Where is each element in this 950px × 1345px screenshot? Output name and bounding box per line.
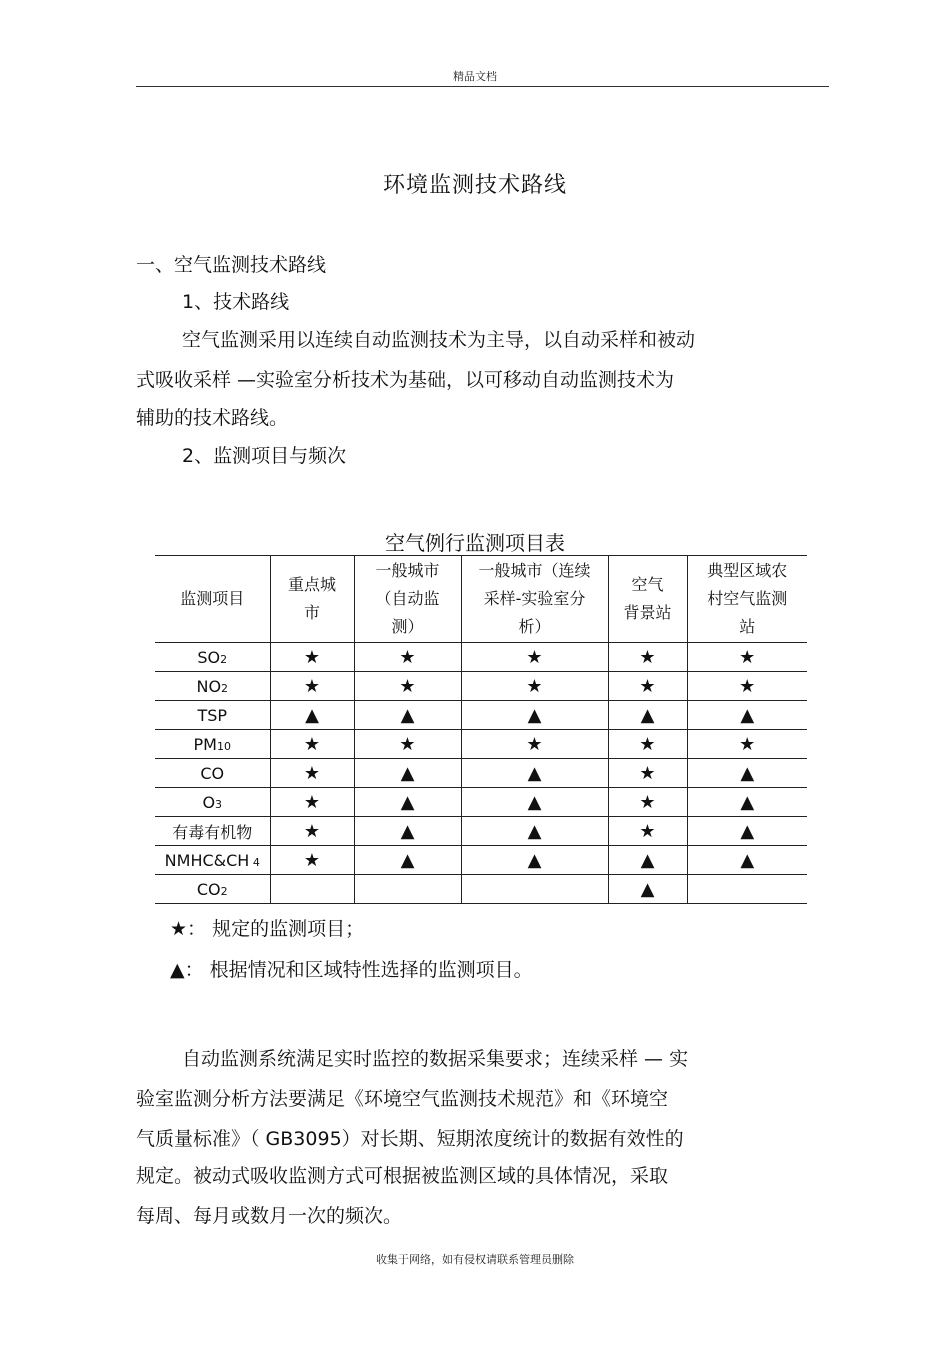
required-star-icon: ★ bbox=[354, 672, 461, 701]
item-name-cell bbox=[155, 817, 270, 846]
section-heading: 一、空气监测技术路线 bbox=[136, 254, 327, 276]
table-row bbox=[155, 759, 807, 788]
empty-cell bbox=[687, 875, 807, 904]
table-row bbox=[155, 817, 807, 846]
item-name-cell bbox=[155, 643, 270, 672]
item-subscript: 3 bbox=[215, 797, 223, 811]
table-row bbox=[155, 730, 807, 759]
required-star-icon: ★ bbox=[608, 672, 687, 701]
optional-triangle-icon: ▲ bbox=[608, 875, 687, 904]
table-row bbox=[155, 643, 807, 672]
item-name: SO bbox=[197, 647, 221, 667]
required-star-icon: ★ bbox=[461, 730, 608, 759]
optional-triangle-icon: ▲ bbox=[461, 701, 608, 730]
column-header: 空气 背景站 bbox=[608, 556, 687, 643]
item-name-cell bbox=[155, 875, 270, 904]
item-name-cell bbox=[155, 672, 270, 701]
page-header: 精品文档 bbox=[453, 70, 497, 83]
item-name: O bbox=[202, 792, 216, 812]
required-star-icon: ★ bbox=[608, 759, 687, 788]
optional-triangle-icon: ▲ bbox=[354, 759, 461, 788]
required-star-icon: ★ bbox=[687, 672, 807, 701]
optional-triangle-icon: ▲ bbox=[461, 788, 608, 817]
optional-triangle-icon: ▲ bbox=[354, 817, 461, 846]
optional-triangle-icon: ▲ bbox=[270, 701, 354, 730]
table-caption: 空气例行监测项目表 bbox=[385, 531, 565, 555]
required-star-icon: ★ bbox=[354, 643, 461, 672]
page-footer: 收集于网络，如有侵权请联系管理员删除 bbox=[376, 1253, 574, 1266]
column-header: 一般城市 （自动监 测） bbox=[354, 556, 461, 643]
document-title: 环境监测技术路线 bbox=[382, 173, 567, 198]
subheading-technical-route: 1、技术路线 bbox=[182, 291, 290, 313]
item-name: NMHC&CH bbox=[164, 850, 250, 870]
optional-triangle-icon: ▲ bbox=[608, 846, 687, 875]
table-body bbox=[155, 643, 807, 904]
item-name-cell bbox=[155, 759, 270, 788]
paragraph-line: 验室监测分析方法要满足《环境空气监测技术规范》和《环境空 bbox=[136, 1088, 669, 1110]
optional-triangle-icon: ▲ bbox=[687, 817, 807, 846]
item-subscript: 10 bbox=[216, 739, 231, 753]
optional-triangle-icon: ▲ bbox=[687, 788, 807, 817]
item-name: 有毒有机物 bbox=[172, 822, 253, 842]
table-row bbox=[155, 701, 807, 730]
optional-triangle-icon: ▲ bbox=[687, 701, 807, 730]
paragraph-line: 规定。被动式吸收监测方式可根据被监测区域的具体情况，采取 bbox=[136, 1165, 669, 1187]
paragraph-line: 自动监测系统满足实时监控的数据采集要求；连续采样 — 实 bbox=[182, 1048, 689, 1070]
item-name-cell bbox=[155, 846, 270, 875]
optional-triangle-icon: ▲ bbox=[461, 759, 608, 788]
optional-triangle-icon: ▲ bbox=[354, 846, 461, 875]
item-name: TSP bbox=[197, 705, 228, 725]
required-star-icon: ★ bbox=[270, 730, 354, 759]
table-row bbox=[155, 788, 807, 817]
optional-triangle-icon: ▲ bbox=[354, 788, 461, 817]
item-name-cell bbox=[155, 788, 270, 817]
required-star-icon: ★ bbox=[461, 643, 608, 672]
monitoring-items-table bbox=[155, 555, 807, 904]
required-star-icon: ★ bbox=[687, 730, 807, 759]
header-rule bbox=[136, 86, 829, 87]
optional-triangle-icon: ▲ bbox=[687, 759, 807, 788]
column-header: 一般城市（连续 采样-实验室分 析） bbox=[461, 556, 608, 643]
paragraph-line: 气质量标准》（ GB3095）对长期、短期浓度统计的数据有效性的 bbox=[136, 1128, 684, 1150]
item-name-cell bbox=[155, 730, 270, 759]
subheading-items-frequency: 2、监测项目与频次 bbox=[182, 445, 347, 467]
optional-triangle-icon: ▲ bbox=[687, 846, 807, 875]
table-row bbox=[155, 875, 807, 904]
empty-cell bbox=[270, 875, 354, 904]
optional-triangle-icon: ▲ bbox=[461, 846, 608, 875]
item-subscript: 2 bbox=[221, 681, 229, 695]
column-header: 典型区域农 村空气监测 站 bbox=[687, 556, 807, 643]
required-star-icon: ★ bbox=[608, 788, 687, 817]
required-star-icon: ★ bbox=[270, 759, 354, 788]
table-header-row bbox=[155, 556, 807, 643]
item-subscript: 2 bbox=[220, 884, 228, 898]
item-name: CO bbox=[200, 763, 225, 783]
required-star-icon: ★ bbox=[461, 672, 608, 701]
required-star-icon: ★ bbox=[608, 817, 687, 846]
empty-cell bbox=[461, 875, 608, 904]
paragraph-line: 式吸收采样 —实验室分析技术为基础，以可移动自动监测技术为 bbox=[136, 369, 675, 391]
column-header: 监测项目 bbox=[155, 556, 270, 643]
item-name: NO bbox=[196, 676, 222, 696]
paragraph-line: 每周、每月或数月一次的频次。 bbox=[136, 1205, 403, 1227]
table-row bbox=[155, 846, 807, 875]
required-star-icon: ★ bbox=[270, 672, 354, 701]
optional-triangle-icon: ▲ bbox=[608, 701, 687, 730]
item-name: PM bbox=[193, 734, 217, 754]
required-star-icon: ★ bbox=[270, 846, 354, 875]
paragraph-line: 空气监测采用以连续自动监测技术为主导，以自动采样和被动 bbox=[182, 329, 696, 351]
required-star-icon: ★ bbox=[608, 643, 687, 672]
column-header: 重点城 市 bbox=[270, 556, 354, 643]
legend-triangle: ▲： 根据情况和区域特性选择的监测项目。 bbox=[170, 959, 533, 981]
required-star-icon: ★ bbox=[270, 643, 354, 672]
paragraph-line: 辅助的技术路线。 bbox=[136, 407, 289, 429]
legend-star: ★： 规定的监测项目； bbox=[170, 918, 365, 940]
required-star-icon: ★ bbox=[270, 817, 354, 846]
empty-cell bbox=[354, 875, 461, 904]
item-name-cell bbox=[155, 701, 270, 730]
required-star-icon: ★ bbox=[687, 643, 807, 672]
item-name: CO bbox=[196, 879, 221, 899]
required-star-icon: ★ bbox=[270, 788, 354, 817]
table-row bbox=[155, 672, 807, 701]
item-subscript: 2 bbox=[220, 652, 228, 666]
item-subscript: 4 bbox=[249, 855, 260, 869]
required-star-icon: ★ bbox=[608, 730, 687, 759]
optional-triangle-icon: ▲ bbox=[461, 817, 608, 846]
required-star-icon: ★ bbox=[354, 730, 461, 759]
optional-triangle-icon: ▲ bbox=[354, 701, 461, 730]
